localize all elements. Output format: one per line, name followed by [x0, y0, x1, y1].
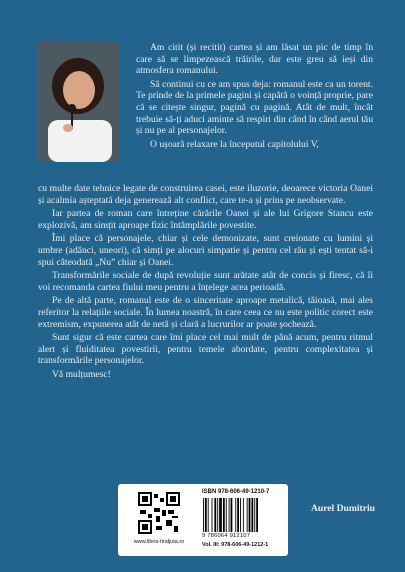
author-portrait-image [38, 42, 120, 162]
isbn-volume-label: Vol. III: 978-606-49-1212-1 [202, 542, 269, 548]
paragraph-8: Sunt sigur că este cartea care îmi place cel mai mult de până acum, pentru ritmul alert și fluiditatea povestirii, pentru temele abordate, pentru complexitatea și transformările personajelor. [38, 332, 373, 367]
author-signature: Aurel Dumitriu [310, 503, 375, 514]
website-url: www.libris-tiraljuta.ro [133, 539, 185, 545]
paragraph-4: Iar partea de roman care întreține cărările Oanei și ale lui Grigore Stancu este explozivă, am simțit aproape fizic întâmplările povestite. [38, 208, 373, 231]
isbn-barcode-image [202, 498, 282, 532]
paragraph-1: Am citit (și recitit) cartea și am lăsat un pic de timp în care să se limpezească trăirile, dar este greu să ieși din atmosfera romanului. [136, 42, 373, 77]
paragraph-5: Îmi place că personajele, chiar și cele demonizate, sunt creionate cu lumini și umbre (adânci, uneori), că simți pe alocuri simpatie și pentru cel rău și ești tentat să-i spui câteodată „Nu” chiar și Oanei. [38, 233, 373, 268]
review-text-top [136, 42, 373, 150]
paragraph-3-continued: cu multe date tehnice legate de construirea casei, este iluzorie, deoarece victoria Oanei și acalmia așteptată deja generează alt conflict, care te-a și prins pe neobservate. [38, 183, 373, 206]
barcode-digits: 9 786064 912107 [202, 533, 251, 539]
qr-code-icon [138, 492, 180, 534]
isbn-label: ISBN 978-606-49-1210-7 [202, 489, 270, 495]
paragraph-7: Pe de altă parte, romanul este de o sinceritate aproape metalică, tăioasă, mai ales referitor la relațiile sociale. În lumea noastră, în care ceea ce nu este politic corect este extremism, expunerea atât de netă și clară a lucrurilor ar poate șocheazã. [38, 295, 373, 330]
paragraph-9: Vă mulțumesc! [52, 368, 111, 380]
paragraph-6: Transformările sociale de după revoluție sunt arătate atât de concis și firesc, că îi voi recomanda cartea fiului meu pentru a înțelege acea perioadă. [38, 270, 373, 293]
paragraph-2: Să continui cu ce am spus deja: romanul este ca un torent. Te prinde de la primele pagini și capătă o voință proprie, pare că se citește singur, pagină cu pagină. Atât de mult, încât trebuie să-ți aduci aminte să respiri din când în când aerul tău și nu pe al personajelor. [136, 78, 373, 137]
author-photo [38, 42, 120, 162]
review-text-bottom [38, 183, 373, 383]
paragraph-3-start: O ușoară relaxare la începutul capitolului V, [150, 138, 319, 150]
barcode-panel [118, 484, 288, 556]
